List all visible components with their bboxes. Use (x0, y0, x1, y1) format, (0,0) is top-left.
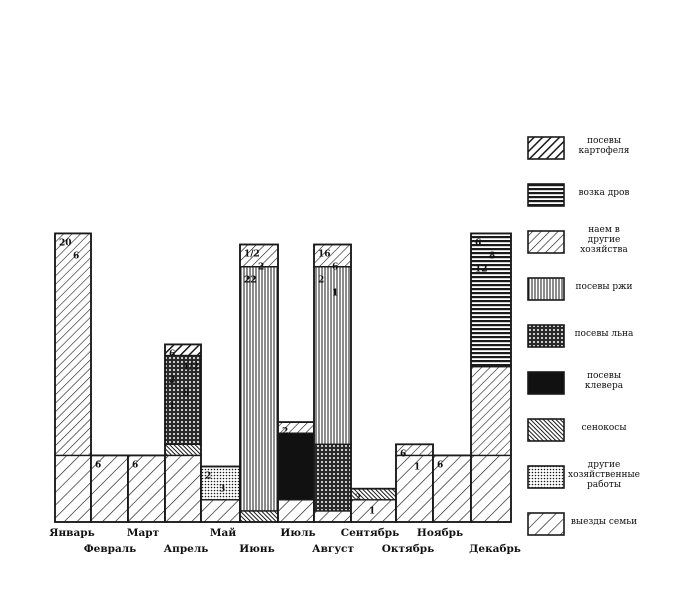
legend-swatch (528, 278, 564, 300)
x-tick-label: Июль (280, 527, 316, 539)
x-tick-label: Август (312, 543, 354, 555)
data-label: 2 (318, 275, 325, 286)
data-label: 1 (169, 401, 176, 412)
data-label: 2 (169, 375, 176, 386)
x-tick-label: Апрель (163, 543, 209, 555)
bar-segment (471, 367, 511, 456)
x-tick-label: Май (209, 527, 237, 539)
data-label: 1/2 (244, 249, 260, 260)
data-label: 22 (244, 275, 257, 286)
legend-label: посевы ржи (575, 282, 633, 292)
data-label: 2 (282, 427, 289, 438)
data-label: 2 (205, 471, 212, 482)
legend-label: наем в другие хозяйства (580, 225, 628, 255)
legend-label: другие хозяйственные работы (568, 460, 640, 490)
bar-segment (165, 455, 201, 522)
x-tick-label: Ноябрь (416, 527, 464, 539)
data-label: 1 (369, 506, 376, 517)
bar-segment (314, 511, 351, 522)
data-label: 8 (183, 388, 190, 399)
x-tick-label: Январь (49, 527, 95, 539)
bar-segment (240, 511, 278, 522)
data-label: 6 (437, 460, 444, 471)
data-label: 6 (132, 460, 139, 471)
data-label: 1 (332, 288, 339, 299)
legend-swatch (528, 372, 564, 394)
data-label: 8 (489, 251, 496, 262)
legend-label: посевы картофеля (578, 136, 630, 156)
x-tick-label: Октябрь (381, 543, 435, 555)
x-tick-label: Сентябрь (340, 527, 400, 539)
data-label: 6 (332, 262, 339, 273)
bar-segment (278, 500, 314, 522)
data-label: 1 (282, 453, 289, 464)
data-label: 20 (59, 238, 72, 249)
legend-swatch (528, 513, 564, 535)
legend-label: возка дров (578, 188, 630, 198)
legend-swatch (528, 231, 564, 253)
data-label: 1 (414, 462, 421, 473)
legend-label: сенокосы (581, 423, 627, 433)
legend-swatch (528, 466, 564, 488)
bar-segment (165, 444, 201, 455)
x-tick-label: Март (126, 527, 160, 539)
legend-swatch (528, 184, 564, 206)
legend-swatch (528, 325, 564, 347)
data-label: 1/2 (183, 362, 199, 373)
legend-swatch (528, 137, 564, 159)
bar-segment (314, 444, 351, 511)
data-label: 6 (475, 238, 482, 249)
bars-layer (55, 233, 511, 522)
data-label: 6 (73, 251, 80, 262)
legend-label: посевы клевера (584, 371, 624, 391)
data-label: 3 (219, 484, 226, 495)
legend (528, 136, 640, 535)
legend-label: выезды семьи (570, 517, 638, 527)
x-tick-label: Февраль (83, 543, 137, 555)
bar-segment (55, 233, 91, 455)
data-label: 6 (95, 460, 102, 471)
bar-segment (201, 500, 240, 522)
data-label: 2 (258, 262, 265, 273)
data-label: 16 (318, 249, 331, 260)
x-tick-label: Декабрь (469, 543, 521, 555)
bar-segment (55, 455, 91, 522)
bar-segment (471, 455, 511, 522)
data-label: 12 (475, 264, 488, 275)
x-tick-label: Июнь (239, 543, 275, 555)
data-label: 6 (296, 440, 303, 451)
legend-label: посевы льна (574, 329, 634, 339)
legend-swatch (528, 419, 564, 441)
bar-segment (240, 267, 278, 511)
data-label: 6 (169, 349, 176, 360)
data-label: 2 (355, 493, 362, 504)
data-label: 6 (400, 449, 407, 460)
x-axis-ticks (49, 527, 521, 555)
